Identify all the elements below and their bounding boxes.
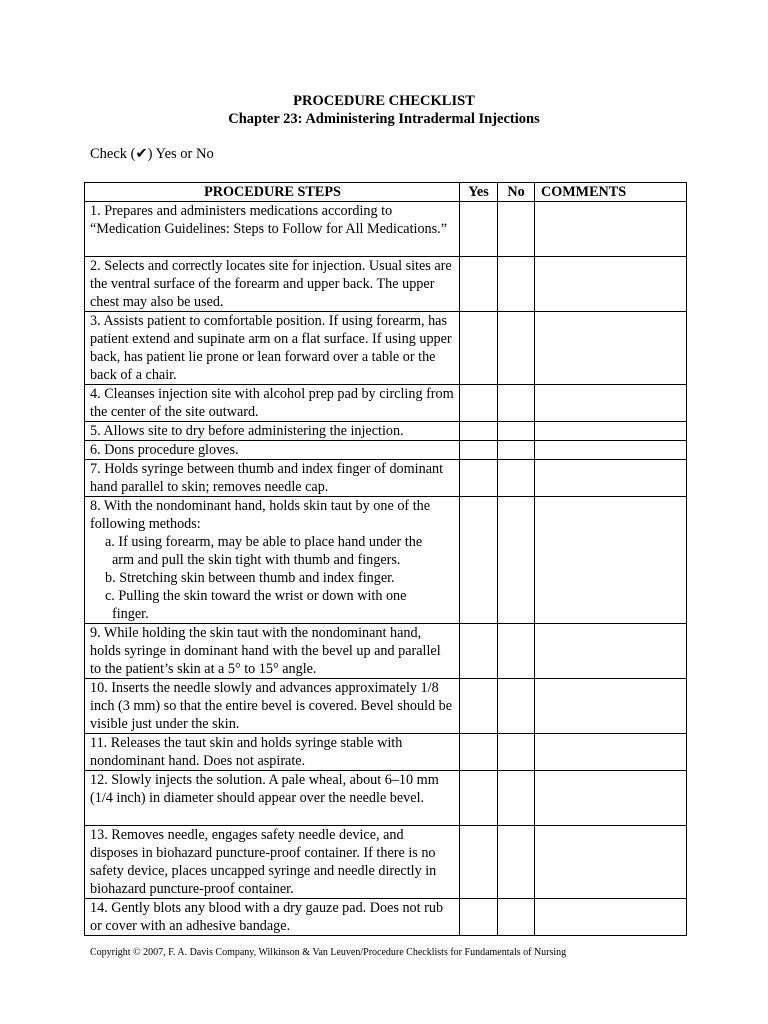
step-text: 1. Prepares and administers medications according to “Medication Guidelines: Steps to Follow for All Medications.” xyxy=(85,202,460,257)
comments-cell[interactable] xyxy=(535,734,687,771)
yes-cell[interactable] xyxy=(460,312,498,385)
page-subtitle: Chapter 23: Administering Intradermal Injections xyxy=(228,111,540,127)
table-row xyxy=(85,441,687,460)
no-cell[interactable] xyxy=(498,257,535,312)
no-cell[interactable] xyxy=(498,422,535,441)
no-cell[interactable] xyxy=(498,202,535,257)
table-row xyxy=(85,312,687,385)
no-cell[interactable] xyxy=(498,826,535,899)
yes-cell[interactable] xyxy=(460,441,498,460)
table-header-row xyxy=(85,183,687,202)
procedure-checklist-table xyxy=(84,182,687,936)
yes-cell[interactable] xyxy=(460,257,498,312)
comments-cell[interactable] xyxy=(535,899,687,936)
step-8-option-b: b. Stretching skin between thumb and index finger. xyxy=(105,570,395,586)
step-8-option-a-cont: arm and pull the skin tight with thumb and fingers. xyxy=(112,552,401,568)
no-cell[interactable] xyxy=(498,441,535,460)
comments-cell[interactable] xyxy=(535,202,687,257)
no-cell[interactable] xyxy=(498,460,535,497)
step-text: 13. Removes needle, engages safety needle device, and disposes in biohazard puncture-proof container. If there is no safety device, places uncapped syringe and needle directly in biohazard puncture-proof container. xyxy=(85,826,460,899)
step-text: 11. Releases the taut skin and holds syringe stable with nondominant hand. Does not aspirate. xyxy=(85,734,460,771)
step-text: 4. Cleanses injection site with alcohol prep pad by circling from the center of the site outward. xyxy=(85,385,460,422)
yes-cell[interactable] xyxy=(460,422,498,441)
yes-cell[interactable] xyxy=(460,771,498,826)
step-8-main: 8. With the nondominant hand, holds skin taut by one of the following methods: xyxy=(90,498,431,532)
step-text: 9. While holding the skin taut with the nondominant hand, holds syringe in dominant hand with the bevel up and parallel to the patient’s skin at a 5° to 15° angle. xyxy=(85,624,460,679)
comments-cell[interactable] xyxy=(535,826,687,899)
comments-cell[interactable] xyxy=(535,422,687,441)
table-row xyxy=(85,624,687,679)
step-text: 6. Dons procedure gloves. xyxy=(85,441,460,460)
copyright-footer: Copyright © 2007, F. A. Davis Company, Wilkinson & Van Leuven/Procedure Checklists for Fundamentals of Nursing xyxy=(90,947,567,958)
step-text-8 xyxy=(85,497,460,624)
no-cell[interactable] xyxy=(498,312,535,385)
no-cell[interactable] xyxy=(498,385,535,422)
comments-cell[interactable] xyxy=(535,385,687,422)
table-row xyxy=(85,202,687,257)
yes-cell[interactable] xyxy=(460,826,498,899)
yes-cell[interactable] xyxy=(460,202,498,257)
table-row xyxy=(85,385,687,422)
step-8-option-c: c. Pulling the skin toward the wrist or down with one xyxy=(105,588,407,604)
step-8-option-a: a. If using forearm, may be able to place hand under the xyxy=(105,534,423,550)
instruction-text: Check (✔) Yes or No xyxy=(90,146,214,162)
comments-cell[interactable] xyxy=(535,771,687,826)
yes-cell[interactable] xyxy=(460,385,498,422)
step-text: 3. Assists patient to comfortable position. If using forearm, has patient extend and supinate arm on a flat surface. If using upper back, has patient lie prone or lean forward over a table or the back of a chair. xyxy=(85,312,460,385)
table-row xyxy=(85,899,687,936)
table-row xyxy=(85,771,687,826)
table-row xyxy=(85,422,687,441)
step-text: 10. Inserts the needle slowly and advances approximately 1/8 inch (3 mm) so that the entire bevel is covered. Bevel should be visible just under the skin. xyxy=(85,679,460,734)
table-row xyxy=(85,497,687,624)
yes-cell[interactable] xyxy=(460,899,498,936)
table-row xyxy=(85,257,687,312)
comments-cell[interactable] xyxy=(535,257,687,312)
page-title: PROCEDURE CHECKLIST xyxy=(293,93,475,109)
step-text: 12. Slowly injects the solution. A pale wheal, about 6–10 mm (1/4 inch) in diameter should appear over the needle bevel. xyxy=(85,771,460,826)
yes-cell[interactable] xyxy=(460,679,498,734)
table-row xyxy=(85,734,687,771)
header-yes: Yes xyxy=(460,183,498,202)
header-procedure-steps: PROCEDURE STEPS xyxy=(85,183,460,202)
step-text: 5. Allows site to dry before administering the injection. xyxy=(85,422,460,441)
no-cell[interactable] xyxy=(498,679,535,734)
table-row xyxy=(85,826,687,899)
no-cell[interactable] xyxy=(498,771,535,826)
comments-cell[interactable] xyxy=(535,460,687,497)
table-row xyxy=(85,679,687,734)
comments-cell[interactable] xyxy=(535,679,687,734)
yes-cell[interactable] xyxy=(460,734,498,771)
no-cell[interactable] xyxy=(498,899,535,936)
comments-cell[interactable] xyxy=(535,624,687,679)
no-cell[interactable] xyxy=(498,624,535,679)
yes-cell[interactable] xyxy=(460,497,498,624)
table-row xyxy=(85,460,687,497)
yes-cell[interactable] xyxy=(460,624,498,679)
step-text: 7. Holds syringe between thumb and index finger of dominant hand parallel to skin; removes needle cap. xyxy=(85,460,460,497)
step-8-option-c-cont: finger. xyxy=(112,606,149,622)
no-cell[interactable] xyxy=(498,734,535,771)
no-cell[interactable] xyxy=(498,497,535,624)
comments-cell[interactable] xyxy=(535,441,687,460)
step-text: 2. Selects and correctly locates site for injection. Usual sites are the ventral surface of the forearm and upper back. The upper chest may also be used. xyxy=(85,257,460,312)
header-no: No xyxy=(498,183,535,202)
yes-cell[interactable] xyxy=(460,460,498,497)
header-comments: COMMENTS xyxy=(535,183,687,202)
comments-cell[interactable] xyxy=(535,497,687,624)
comments-cell[interactable] xyxy=(535,312,687,385)
step-text: 14. Gently blots any blood with a dry gauze pad. Does not rub or cover with an adhesive bandage. xyxy=(85,899,460,936)
